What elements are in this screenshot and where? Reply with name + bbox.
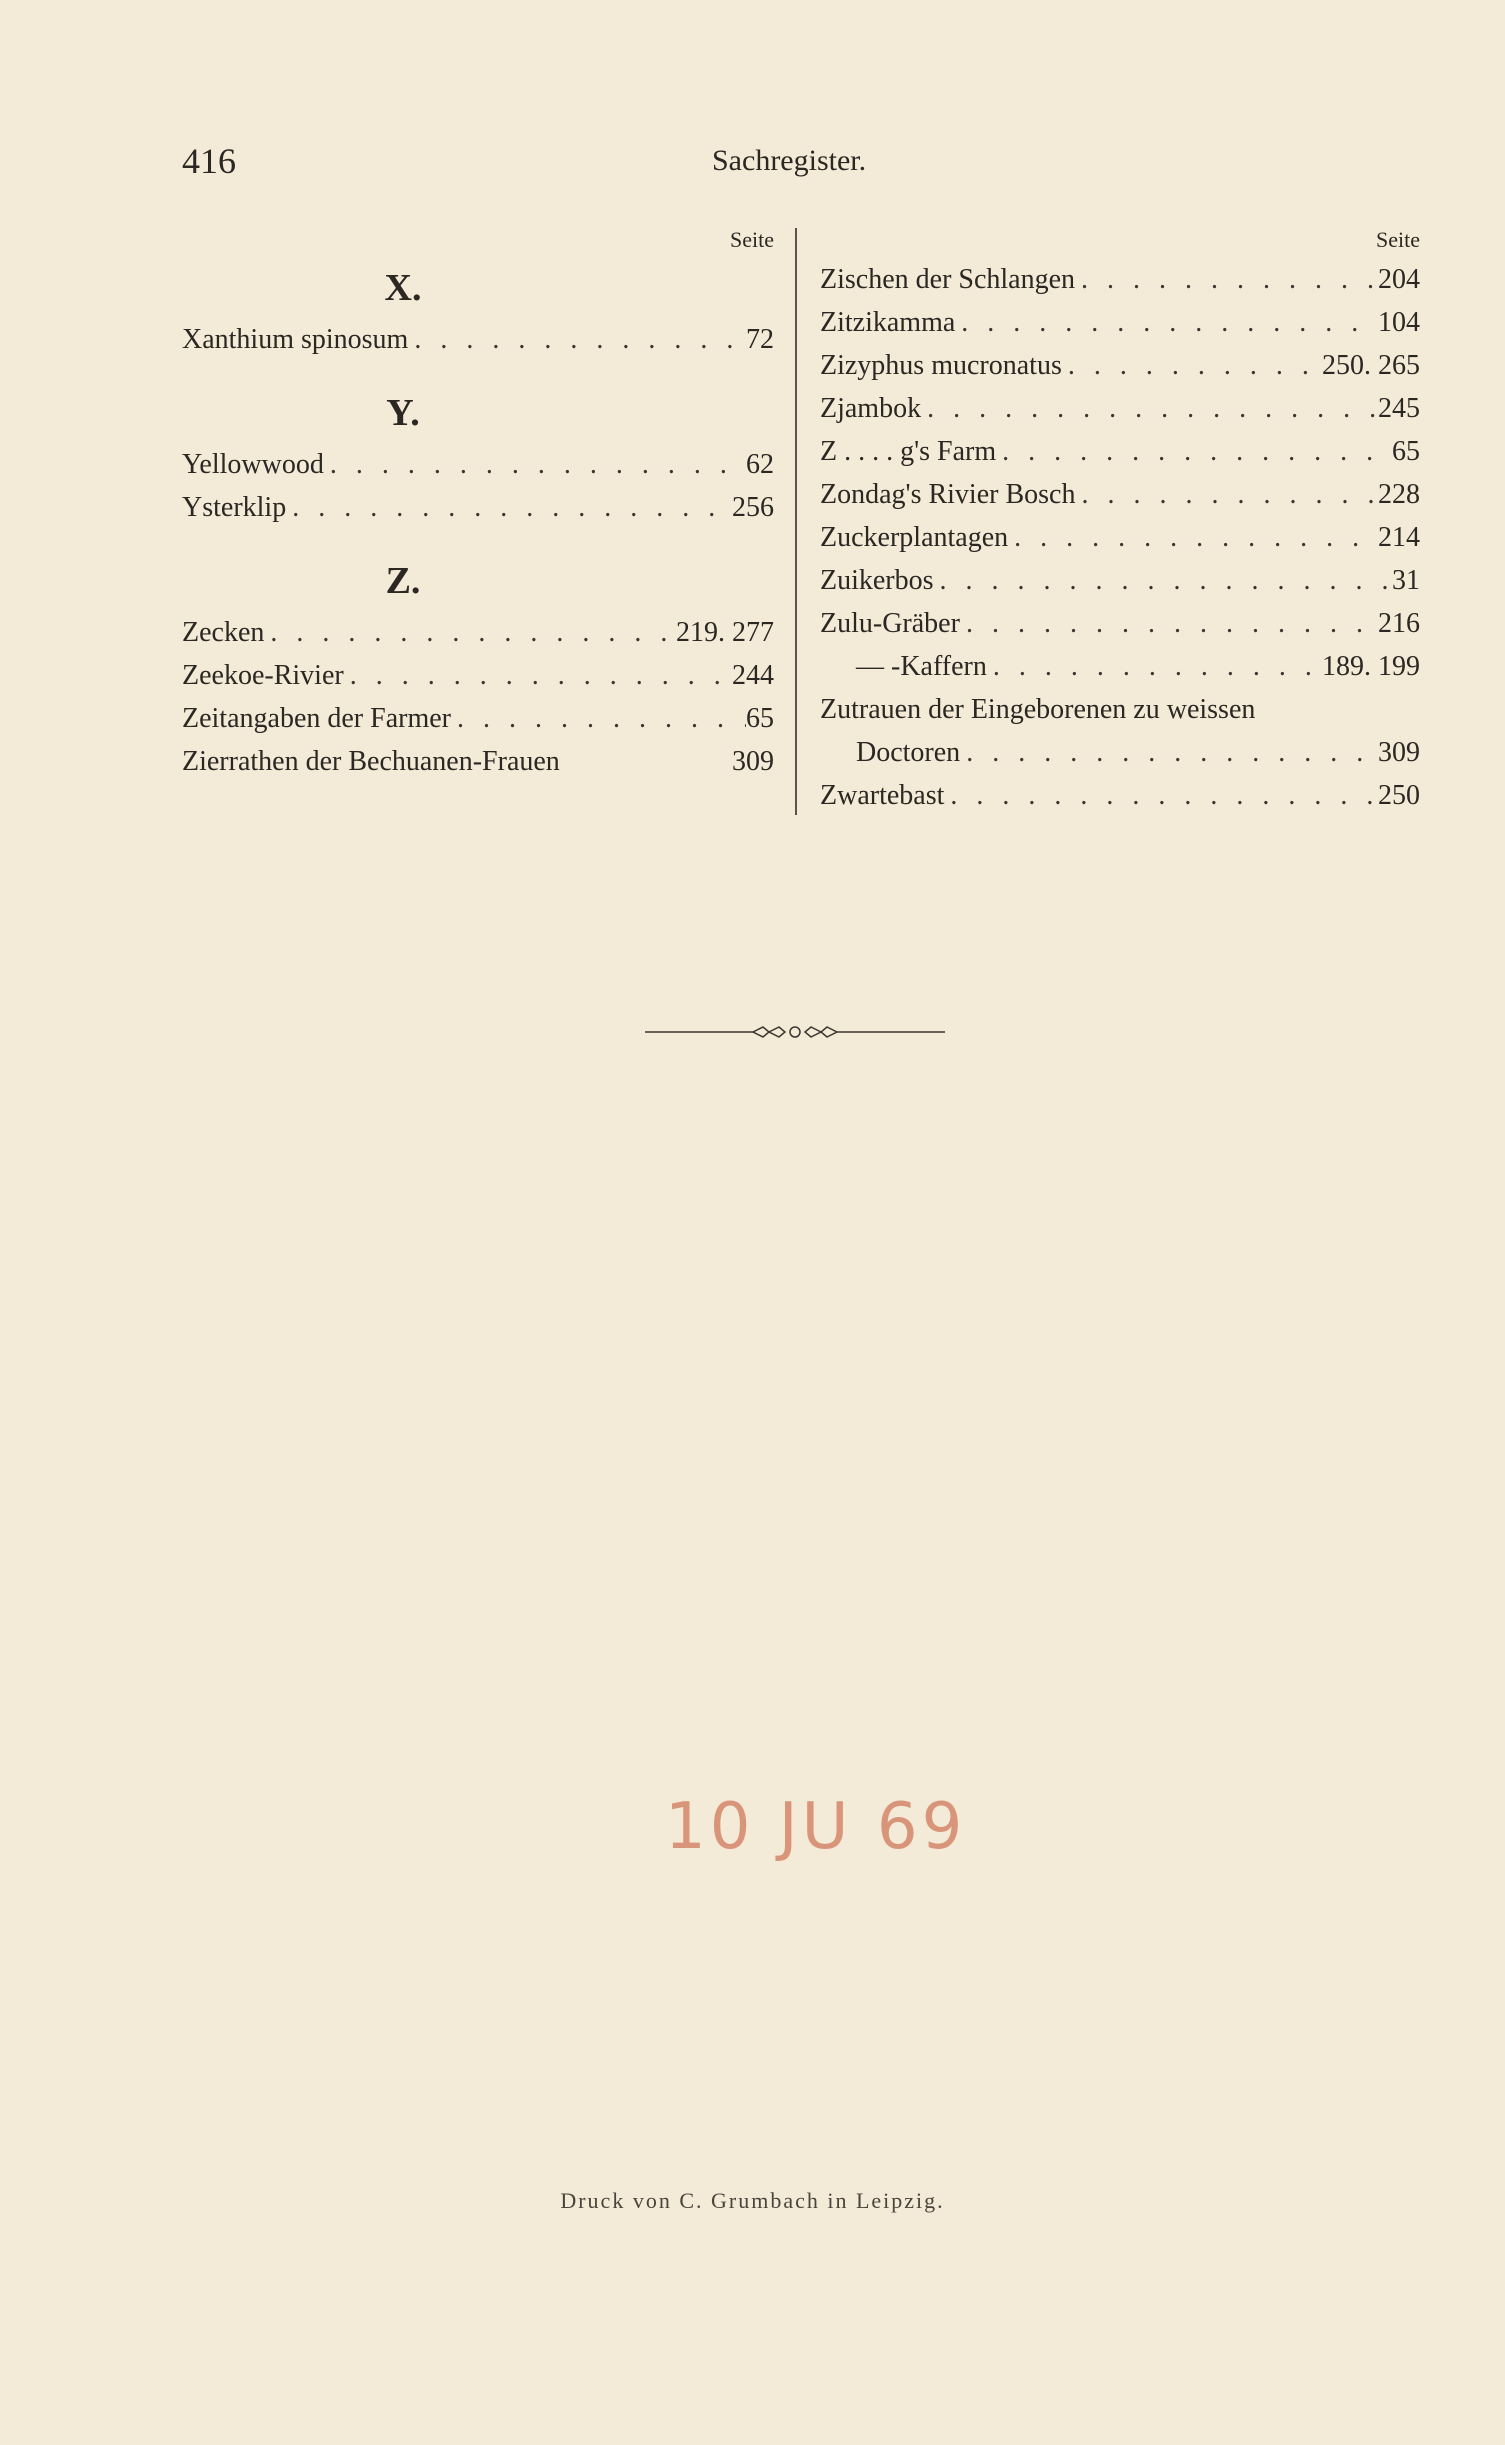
page-title: Sachregister.	[712, 144, 867, 177]
entry-term: Zwartebast	[820, 780, 945, 811]
index-entry	[820, 430, 1420, 473]
leader-dots	[987, 645, 1322, 688]
leader-dots	[451, 697, 746, 740]
entry-pages: 228	[1378, 479, 1420, 510]
leader-dots	[955, 301, 1378, 344]
leader-dots	[1075, 473, 1378, 516]
entry-pages: 65	[1392, 436, 1420, 467]
entry-pages: 309	[732, 746, 774, 777]
entry-pages: 31	[1392, 565, 1420, 596]
entry-term: Zeitangaben der Farmer	[182, 703, 451, 734]
leader-dots	[1008, 516, 1378, 559]
entry-pages: 204	[1378, 264, 1420, 295]
index-column-right	[820, 222, 1420, 817]
leader-dots	[286, 486, 732, 529]
leader-dots	[996, 430, 1392, 473]
entry-pages: 219. 277	[676, 617, 774, 648]
seite-label: Seite	[1376, 227, 1420, 252]
printer-imprint: Druck von C. Grumbach in Leipzig.	[560, 2188, 945, 2213]
index-entry	[820, 602, 1420, 645]
leader-dots	[324, 443, 746, 486]
entry-term: Zutrauen der Eingeborenen zu weissen	[820, 694, 1256, 725]
entry-term: Ysterklip	[182, 492, 287, 523]
entry-term: Yellowwood	[182, 449, 324, 480]
entry-term: Zjambok	[820, 393, 922, 424]
index-entry	[820, 473, 1420, 516]
index-entry	[182, 443, 774, 486]
leader-dots	[264, 611, 676, 654]
entry-pages: 309	[1378, 737, 1420, 768]
index-entry	[182, 318, 774, 361]
entry-pages: 244	[732, 660, 774, 691]
leader-dots	[960, 602, 1378, 645]
entry-pages: 256	[732, 492, 774, 523]
leader-dots	[1062, 344, 1322, 387]
index-entry	[820, 344, 1420, 387]
entry-pages: 245	[1378, 393, 1420, 424]
entry-pages: 189. 199	[1322, 651, 1420, 682]
index-entry	[820, 387, 1420, 430]
index-entry	[820, 645, 1420, 688]
index-entry	[182, 740, 774, 783]
leader-dots	[934, 559, 1392, 602]
running-head	[182, 140, 1412, 190]
entry-pages: 216	[1378, 608, 1420, 639]
entry-term: Xanthium spinosum	[182, 324, 409, 355]
index-entry	[182, 611, 774, 654]
leader-dots	[960, 731, 1378, 774]
index-entry	[820, 258, 1420, 301]
section-letter-y: Y.	[386, 392, 420, 434]
index-entry	[820, 516, 1420, 559]
entry-term: Zizyphus mucronatus	[820, 350, 1062, 381]
date-stamp: 10 JU 69	[665, 1790, 967, 1864]
leader-dots	[944, 774, 1378, 817]
entry-pages: 214	[1378, 522, 1420, 553]
index-entry	[182, 486, 774, 529]
entry-pages: 72	[746, 324, 774, 355]
entry-pages: 104	[1378, 307, 1420, 338]
entry-term: Zischen der Schlangen	[820, 264, 1076, 295]
leader-dots	[408, 318, 746, 361]
index-entry	[182, 697, 774, 740]
entry-term: — -Kaffern	[856, 651, 987, 682]
entry-term: Zierrathen der Bechuanen-Frauen	[182, 746, 560, 777]
entry-term: Zuckerplantagen	[820, 522, 1009, 553]
page-number: 416	[182, 141, 236, 181]
entry-pages: 62	[746, 449, 774, 480]
column-divider	[795, 228, 797, 815]
index-entry	[820, 688, 1420, 731]
entry-term: Doctoren	[856, 737, 961, 768]
seite-label: Seite	[730, 227, 774, 252]
index-entry	[820, 774, 1420, 817]
entry-term: Zeekoe-Rivier	[182, 660, 344, 691]
entry-term: Zulu-Gräber	[820, 608, 960, 639]
leader-dots	[921, 387, 1378, 430]
index-entry	[820, 301, 1420, 344]
entry-term: Zuikerbos	[820, 565, 934, 596]
leader-dots	[344, 654, 732, 697]
section-letter-z: Z.	[385, 560, 421, 602]
entry-pages: 65	[746, 703, 774, 734]
index-column-left	[182, 222, 774, 783]
index-entry	[820, 559, 1420, 602]
leader-dots	[1075, 258, 1378, 301]
entry-term: Zondag's Rivier Bosch	[820, 479, 1076, 510]
ornament-divider	[645, 1020, 945, 1044]
entry-term: Zitzikamma	[820, 307, 956, 338]
section-letter-x: X.	[384, 267, 422, 309]
entry-term: Zecken	[182, 617, 265, 648]
entry-pages: 250	[1378, 780, 1420, 811]
index-entry	[820, 731, 1420, 774]
index-entry	[182, 654, 774, 697]
entry-term: Z . . . . g's Farm	[820, 436, 997, 467]
entry-pages: 250. 265	[1322, 350, 1420, 381]
